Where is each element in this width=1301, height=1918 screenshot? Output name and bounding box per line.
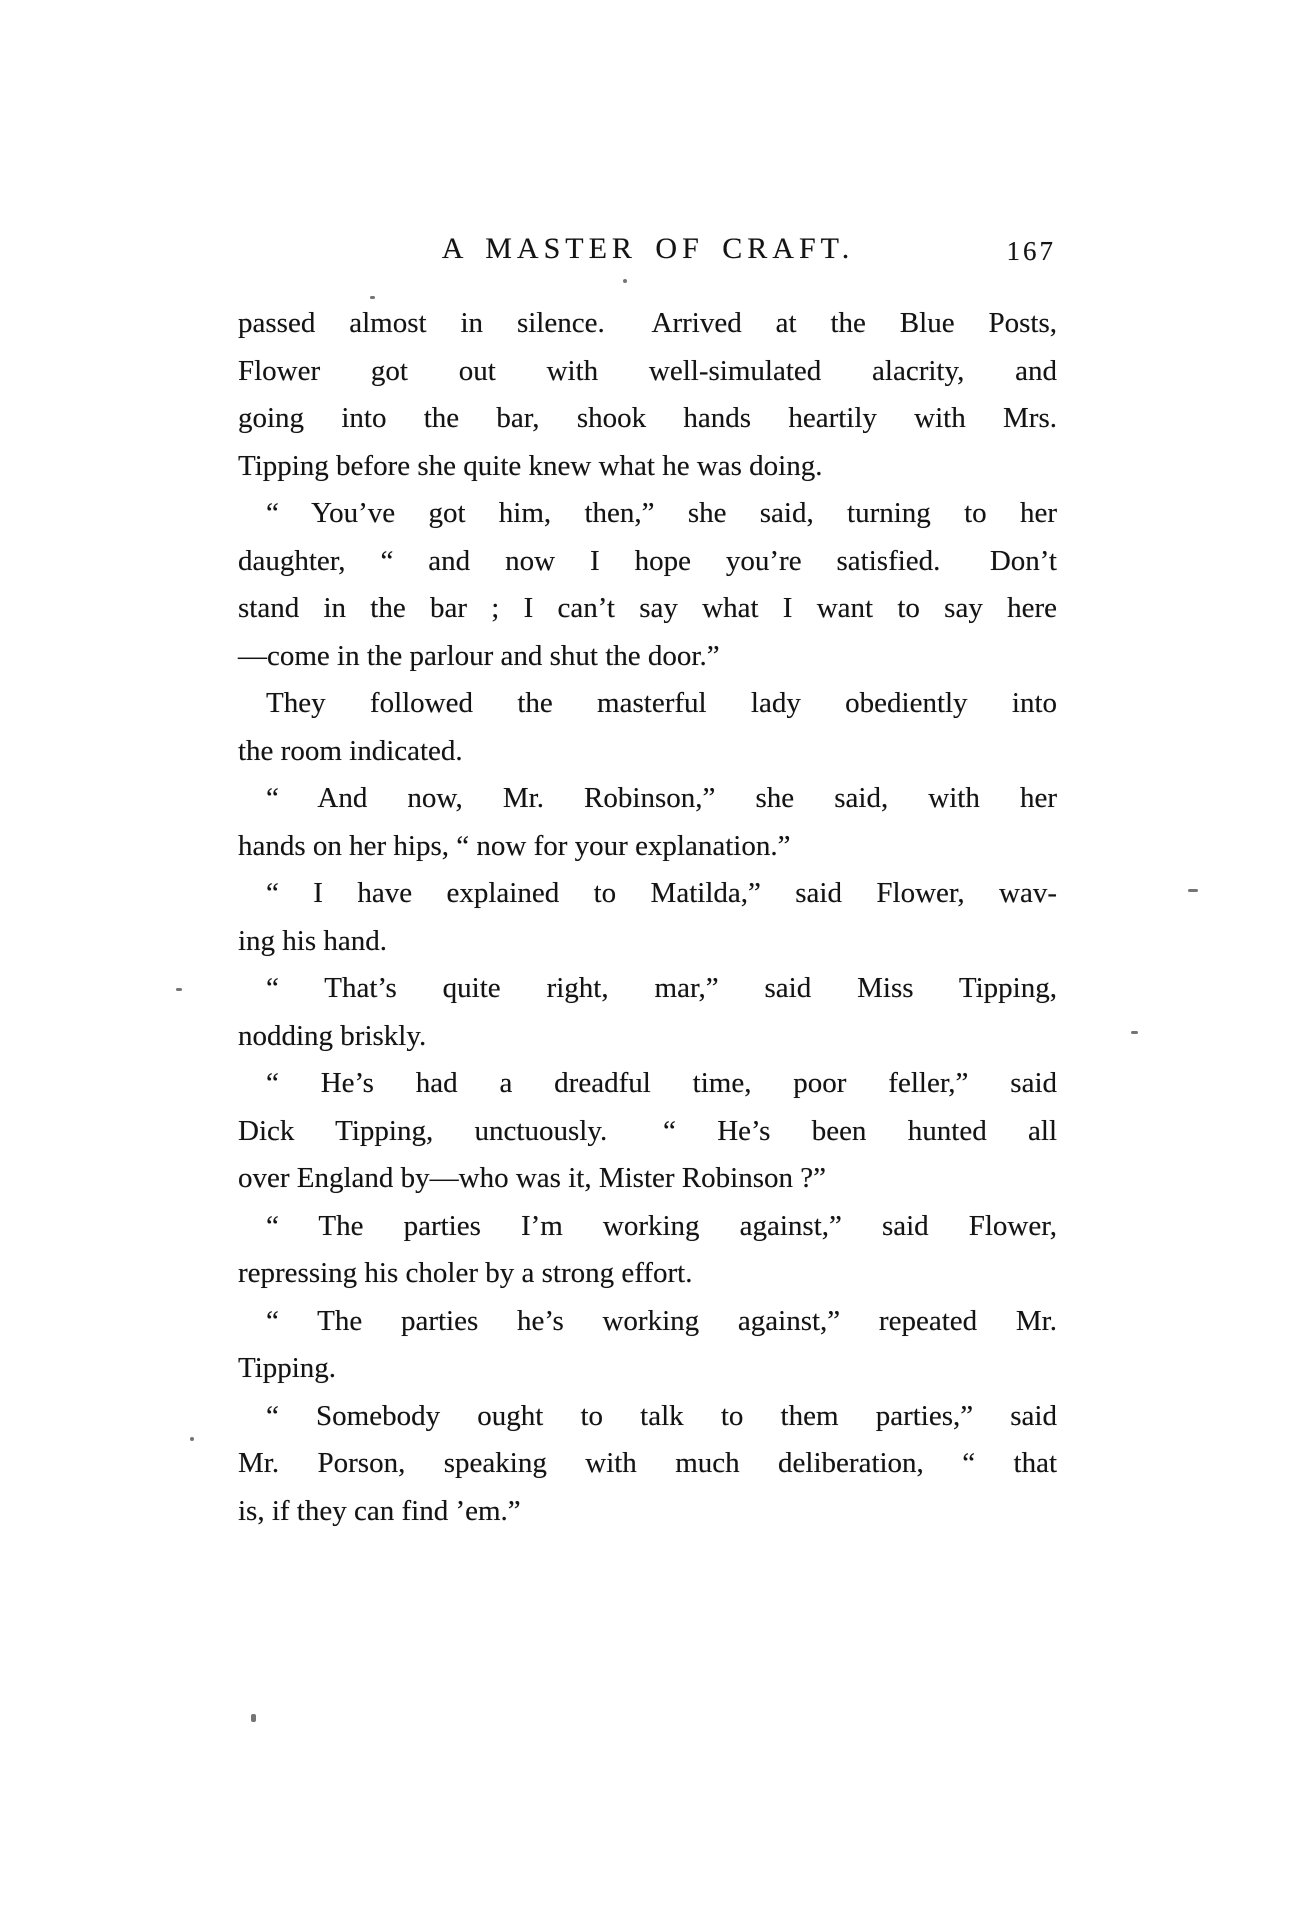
text-line: “ You’ve got him, then,” she said, turning to her (266, 497, 1057, 529)
text-line: —come in the parlour and shut the door.” (238, 639, 720, 672)
text-line: daughter, “ and now I hope you’re satisfied. Don’t (238, 544, 1057, 577)
scan-artifact (1188, 889, 1198, 892)
scan-artifact (176, 988, 182, 991)
page-text (238, 300, 1057, 1535)
scan-artifact (1131, 1031, 1138, 1034)
text-line: “ The parties he’s working against,” repeated Mr. (266, 1304, 1057, 1337)
text-line: the room indicated. (238, 734, 463, 767)
text-line: over England by—who was it, Mister Robinson ?” (238, 1162, 826, 1194)
text-line: “ I have explained to Matilda,” said Flower, wav- (266, 877, 1057, 909)
text-line: “ That’s quite right, mar,” said Miss Tipping, (266, 972, 1057, 1004)
text-line: Flower got out with well-simulated alacrity, and (238, 354, 1057, 387)
text-line: is, if they can find ’em.” (238, 1494, 521, 1527)
text-line: ing his hand. (238, 924, 388, 957)
text-line: “ The parties I’m working against,” said Flower, (266, 1209, 1057, 1242)
text-line: They followed the masterful lady obediently into (266, 687, 1057, 719)
text-line: stand in the bar ; I can’t say what I want to say here (238, 592, 1057, 624)
text-line: “ Somebody ought to talk to them parties,” said (266, 1399, 1057, 1432)
text-line: Dick Tipping, unctuously. “ He’s been hunted all (238, 1114, 1057, 1147)
page-number: 167 (1006, 236, 1056, 266)
text-line: passed almost in silence. Arrived at the Blue Posts, (238, 307, 1057, 339)
text-line: going into the bar, shook hands heartily with Mrs. (238, 402, 1057, 434)
text-line: Tipping before she quite knew what he was doing. (238, 449, 823, 482)
scan-artifact (251, 1714, 256, 1722)
scan-artifact (370, 296, 375, 299)
text-line: nodding briskly. (238, 1019, 427, 1052)
text-line: repressing his choler by a strong effort. (238, 1257, 693, 1289)
text-line: Tipping. (238, 1352, 337, 1384)
running-title: A MASTER OF CRAFT. (441, 232, 855, 265)
text-line: Mr. Porson, speaking with much deliberation, “ that (238, 1447, 1057, 1479)
page-header (238, 232, 1058, 272)
text-line: “ And now, Mr. Robinson,” she said, with her (266, 782, 1057, 814)
scan-artifact (190, 1437, 194, 1441)
scan-artifact (623, 279, 627, 283)
text-line: “ He’s had a dreadful time, poor feller,” said (266, 1067, 1057, 1099)
text-line: hands on her hips, “ now for your explanation.” (238, 829, 791, 862)
